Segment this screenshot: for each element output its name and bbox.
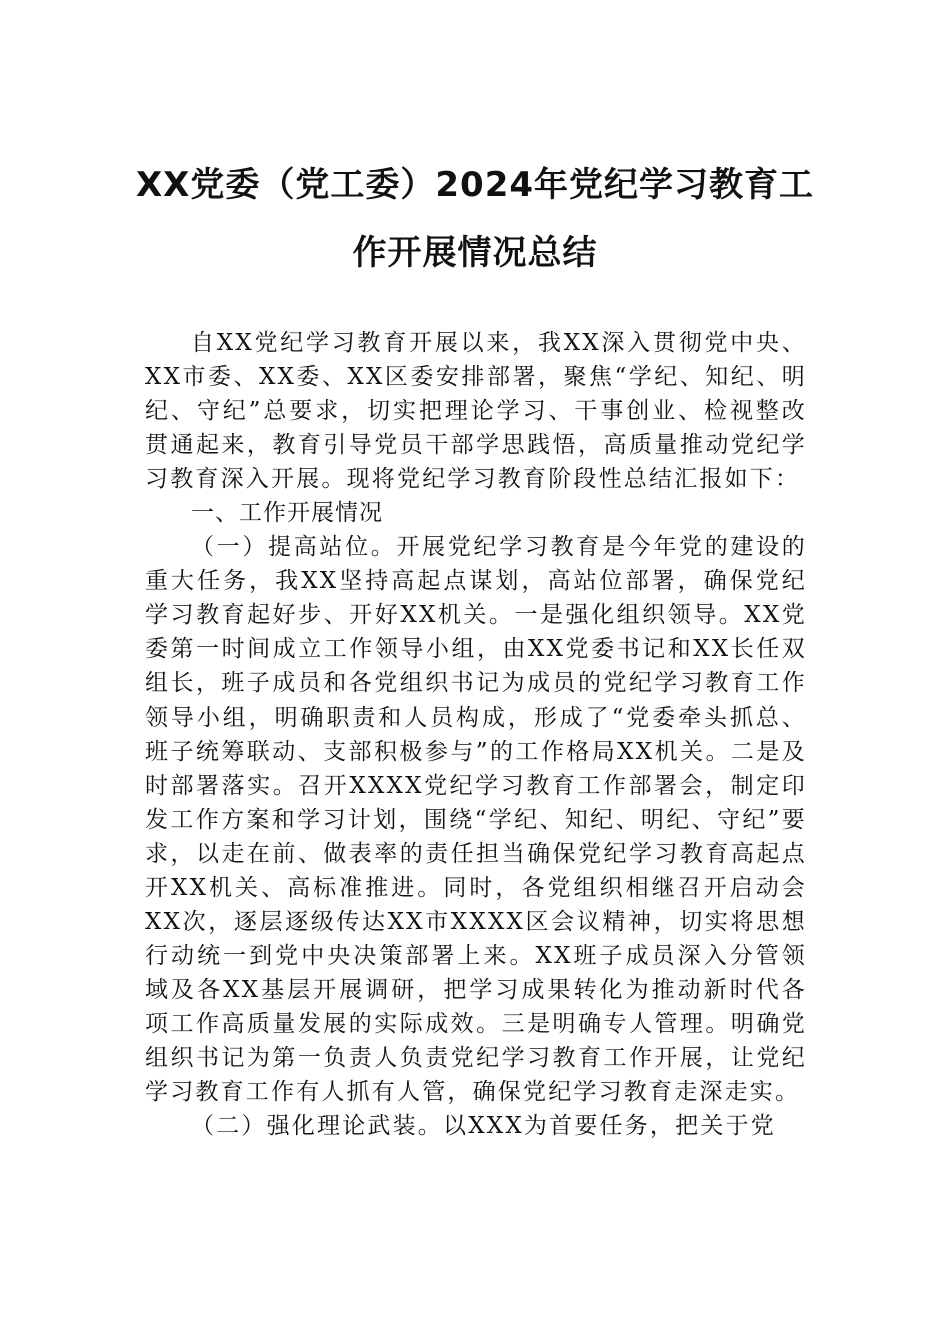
section-heading: 一、工作开展情况 [191, 500, 383, 527]
body-paragraph: （二）强化理论武装。以XXX为首要任务，把关于党 [191, 1113, 776, 1140]
intro-paragraph: 自XX党纪学习教育开展以来，我XX深入贯彻党中央、XX市委、XX委、XX区委安排部署，聚焦“学纪、知纪、明纪、守纪”总要求，切实把理论学习、干事创业、检视整改贯通起来，教育引导党员干部学思践悟，高质量推动党纪学习教育深入开展。现将党纪学习教育阶段性总结汇报如下： [145, 330, 807, 493]
document-title-line-1: XX党委（党工委）2024年党纪学习教育工 [135, 165, 815, 205]
document-title-line-2: 作开展情况总结 [352, 233, 598, 273]
document-body [145, 326, 807, 1143]
body-paragraph: （一）提高站位。开展党纪学习教育是今年党的建设的重大任务，我XX坚持高起点谋划，高站位部署，确保党纪学习教育起好步、开好XX机关。一是强化组织领导。XX党委第一时间成立工作领导小组，由XX党委书记和XX长任双组长，班子成员和各党组织书记为成员的党纪学习教育工作领导小组，明确职责和人员构成，形成了“党委牵头抓总、班子统筹联动、支部积极参与”的工作格局XX机关。二是及时部署落实。召开XXXX党纪学习教育工作部署会，制定印发工作方案和学习计划，围绕“学纪、知纪、明纪、守纪”要求，以走在前、做表率的责任担当确保党纪学习教育高起点开XX机关、高标准推进。同时，各党组织相继召开启动会XX次，逐层逐级传达XX市XXXX区会议精神，切实将思想行动统一到党中央决策部署上来。XX班子成员深入分管领域及各XX基层开展调研，把学习成果转化为推动新时代各项工作高质量发展的实际成效。三是明确专人管理。明确党组织书记为第一负责人负责党纪学习教育工作开展，让党纪学习教育工作有人抓有人管，确保党纪学习教育走深走实。 [145, 534, 807, 1106]
